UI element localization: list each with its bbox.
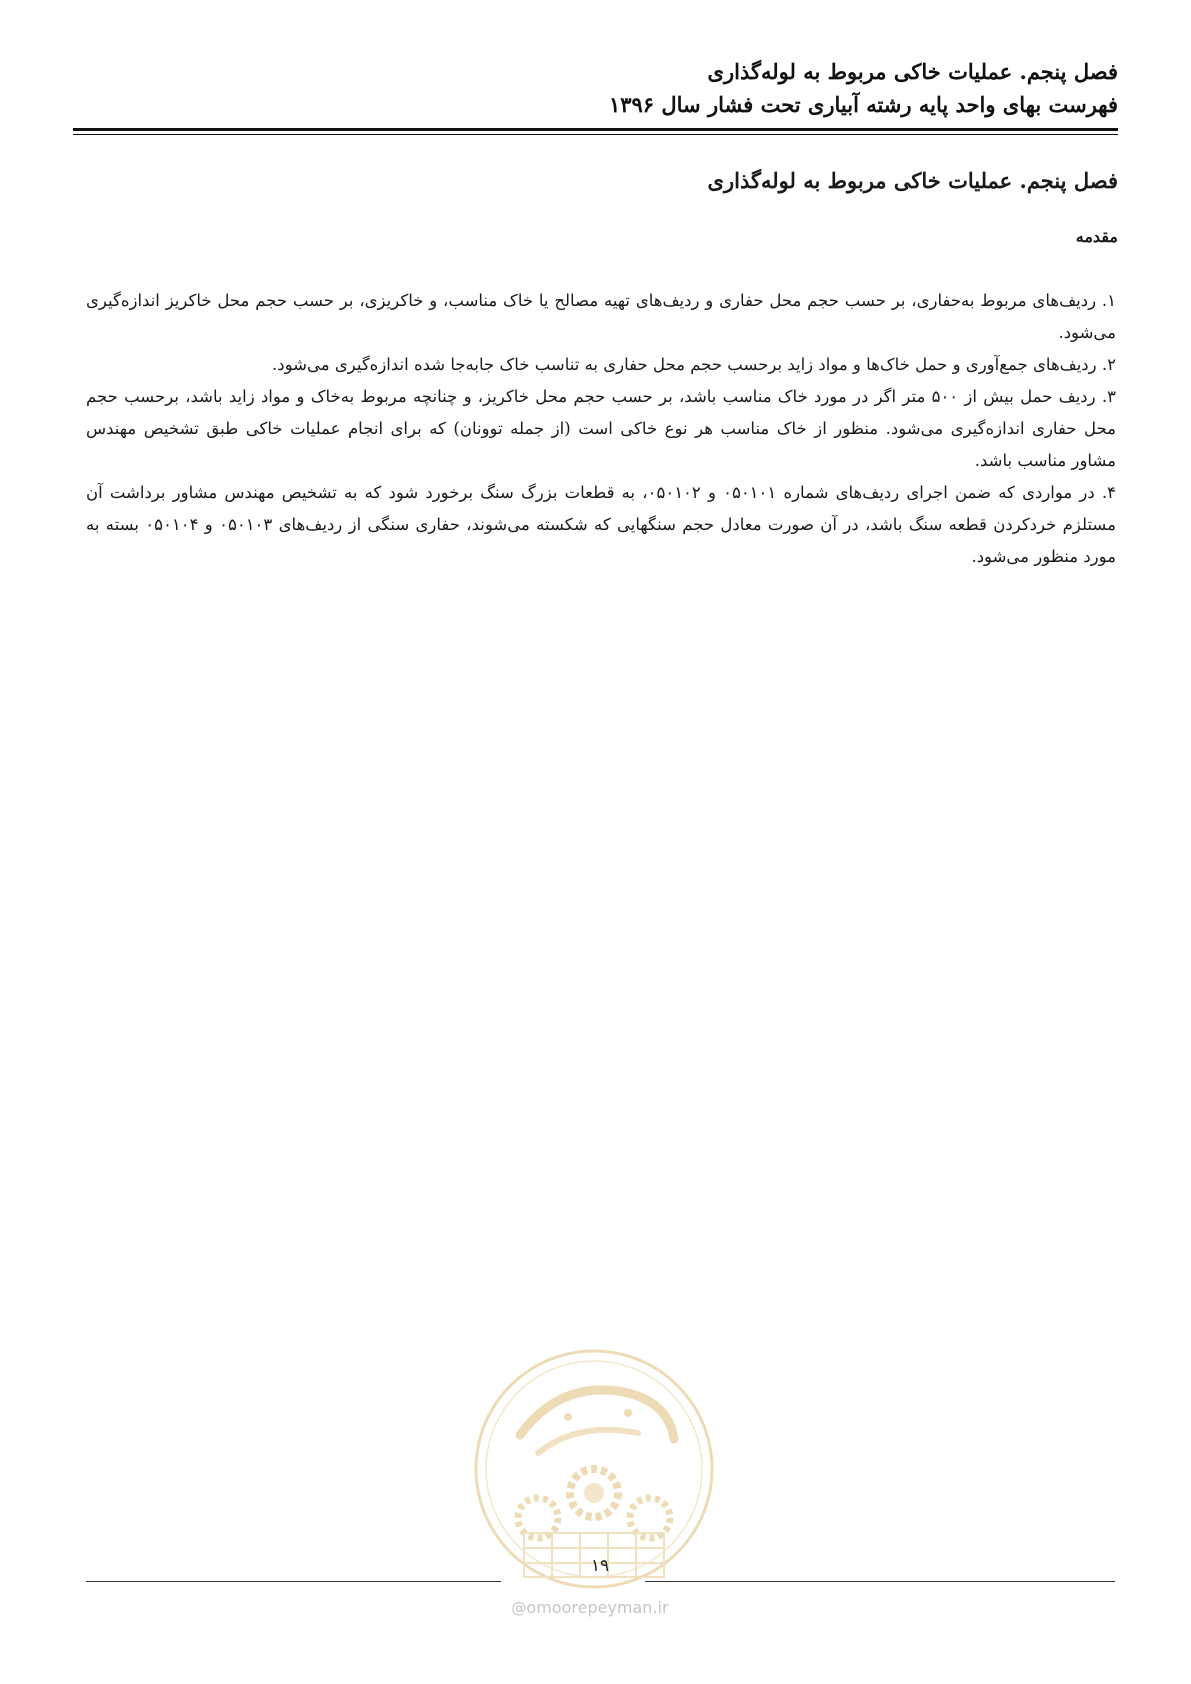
header-chapter-title: فصل پنجم. عملیات خاکی مربوط به لوله‌گذاری [707, 59, 1118, 84]
running-header [73, 55, 1118, 121]
paragraph-1: ۱. ردیف‌های مربوط به‌حفاری، بر حسب حجم محل حفاری و ردیف‌های تهیه مصالح یا خاک مناسب، و خاکریزی، بر حسب حجم محل خاکریز اندازه‌گیری می‌شود. [86, 291, 1116, 342]
section-title: فصل پنجم. عملیات خاکی مربوط به لوله‌گذاری [707, 168, 1118, 193]
page-number: ۱۹ [590, 1556, 610, 1576]
watermark-url [470, 1598, 710, 1617]
at-icon: @ [511, 1599, 527, 1617]
body-text [86, 285, 1116, 573]
header-document-title: فهرست بهای واحد پایه رشته آبیاری تحت فشار سال ۱۳۹۶ [608, 92, 1118, 117]
paragraph-2: ۲. ردیف‌های جمع‌آوری و حمل خاک‌ها و مواد زاید برحسب حجم محل حفاری به تناسب خاک جابه‌جا شده اندازه‌گیری می‌شود. [272, 355, 1116, 374]
footer-rule-right [645, 1581, 1115, 1582]
watermark-text: omoorepeyman.ir [526, 1598, 669, 1617]
footer-rule-left [86, 1581, 501, 1582]
paragraph-4: ۴. در مواردی که ضمن اجرای ردیف‌های شماره ۰۵۰۱۰۱ و ۰۵۰۱۰۲، به قطعات بزرگ سنگ برخورد شود که به تشخیص مهندس مشاور برداشت آن مستلزم خردکردن قطعه سنگ باشد، در آن صورت معادل حجم سنگهایی که شکسته می‌شوند، حفاری سنگی از ردیف‌های ۰۵۰۱۰۳ و ۰۵۰۱۰۴ بسته به مورد منظور می‌شود. [86, 483, 1116, 566]
header-divider-thick [73, 128, 1118, 131]
paragraph-3: ۳. ردیف حمل بیش از ۵۰۰ متر اگر در مورد خاک مناسب باشد، بر حسب حجم محل خاکریز، و چنانچه مربوط به‌خاک و مواد زاید باشد، برحسب حجم محل حفاری اندازه‌گیری می‌شود. منظور از خاک مناسب هر نوع خاکی است (از جمله توونان) که برای انجام عملیات خاکی طبق تشخیص مهندس مشاور مناسب باشد. [86, 387, 1116, 470]
intro-heading: مقدمه [1075, 227, 1118, 246]
header-divider-thin [73, 134, 1118, 135]
